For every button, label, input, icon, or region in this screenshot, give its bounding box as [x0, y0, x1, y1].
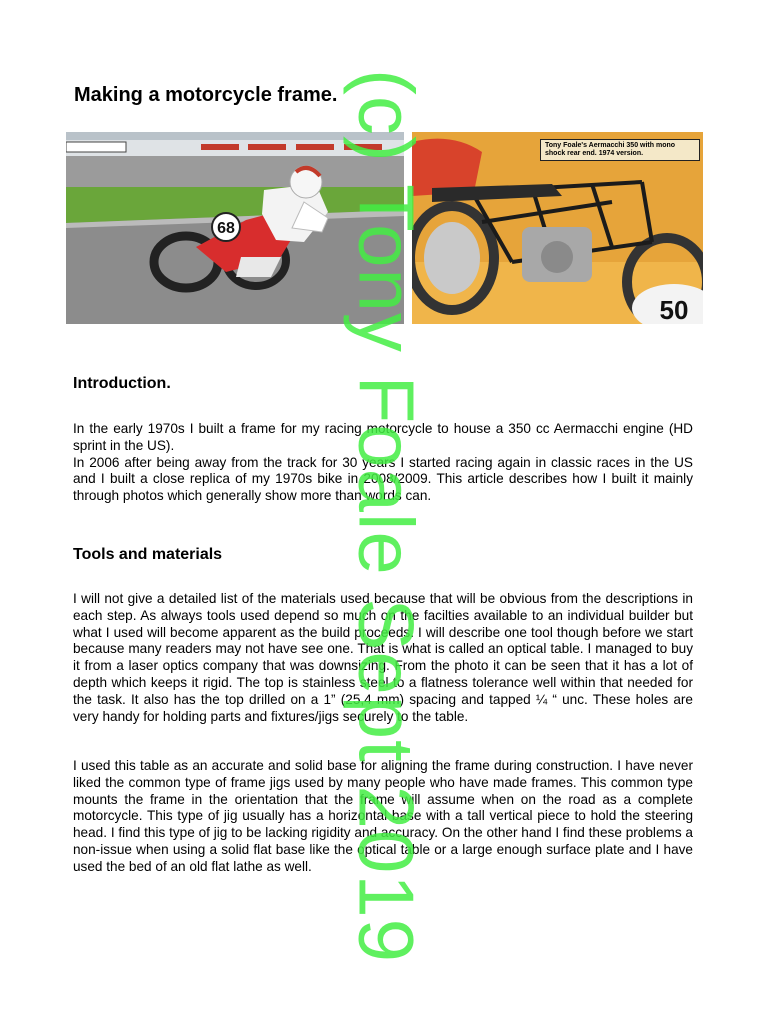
introduction-text: [73, 421, 693, 505]
racing-number: 68: [217, 220, 235, 237]
section-heading-introduction: Introduction.: [73, 375, 171, 392]
paragraph: In 2006 after being away from the track for 30 years I started racing again in classic races in the US and I built a close replica of my 1970s bike in 2008/2009. This article describes how I built it mainly through photos which generally show more than words can.: [73, 454, 693, 504]
paragraph: In the early 1970s I built a frame for my racing motorcycle to house a 350 cc Aermacchi engine (HD sprint in the US).: [73, 421, 693, 453]
tools-paragraph-1: I will not give a detailed list of the materials used because that will be obvious from the descriptions in each step. As always tools used depend so much on the facilties available to an individual builder but what I used will become apparent as the build proceeds. I will describe one tool though before we start because many readers may not have see one. That is what is called an optical table. I managed to buy it from a laser optics company that was downsizing. From the photo it can be seen that it has a lot of depth which keeps it rigid. The top is stainless steel to a flatness tolerance well within that needed for the task. It also has the top drilled on a 1” (25,4 mm) spacing and tapped ¼ “ unc. These holes are very handy for holding parts and fixtures/jigs securely to the table.: [73, 591, 693, 724]
bike-frame-photo: [412, 132, 703, 324]
photo-caption: Tony Foale's Aermacchi 350 with mono shock rear end. 1974 version.: [540, 139, 700, 161]
number-plate: 50: [659, 295, 689, 324]
tools-paragraph-2: I used this table as an accurate and solid base for aligning the frame during construction. I have never liked the common type of frame jigs used by many people who have made frames. This common type mounts the frame in the orientation that the frame will assume when on the road as a complete motorcycle. This type of jig usually has a horizontal base with a tall vertical piece to hold the steering head. I find this type of jig to be lacking rigidity and accuracy. On the other hand I find these problems a non-issue when using a solid flat base like the optical table or a large enough surface plate and I have used the bed of an old flat lathe as well.: [73, 758, 693, 874]
copyright-watermark: (c) Tony Foale Sept 2019: [342, 68, 431, 964]
racing-photo: [66, 132, 404, 324]
page-title: Making a motorcycle frame.: [74, 84, 338, 106]
section-heading-tools-materials: Tools and materials: [73, 546, 223, 563]
